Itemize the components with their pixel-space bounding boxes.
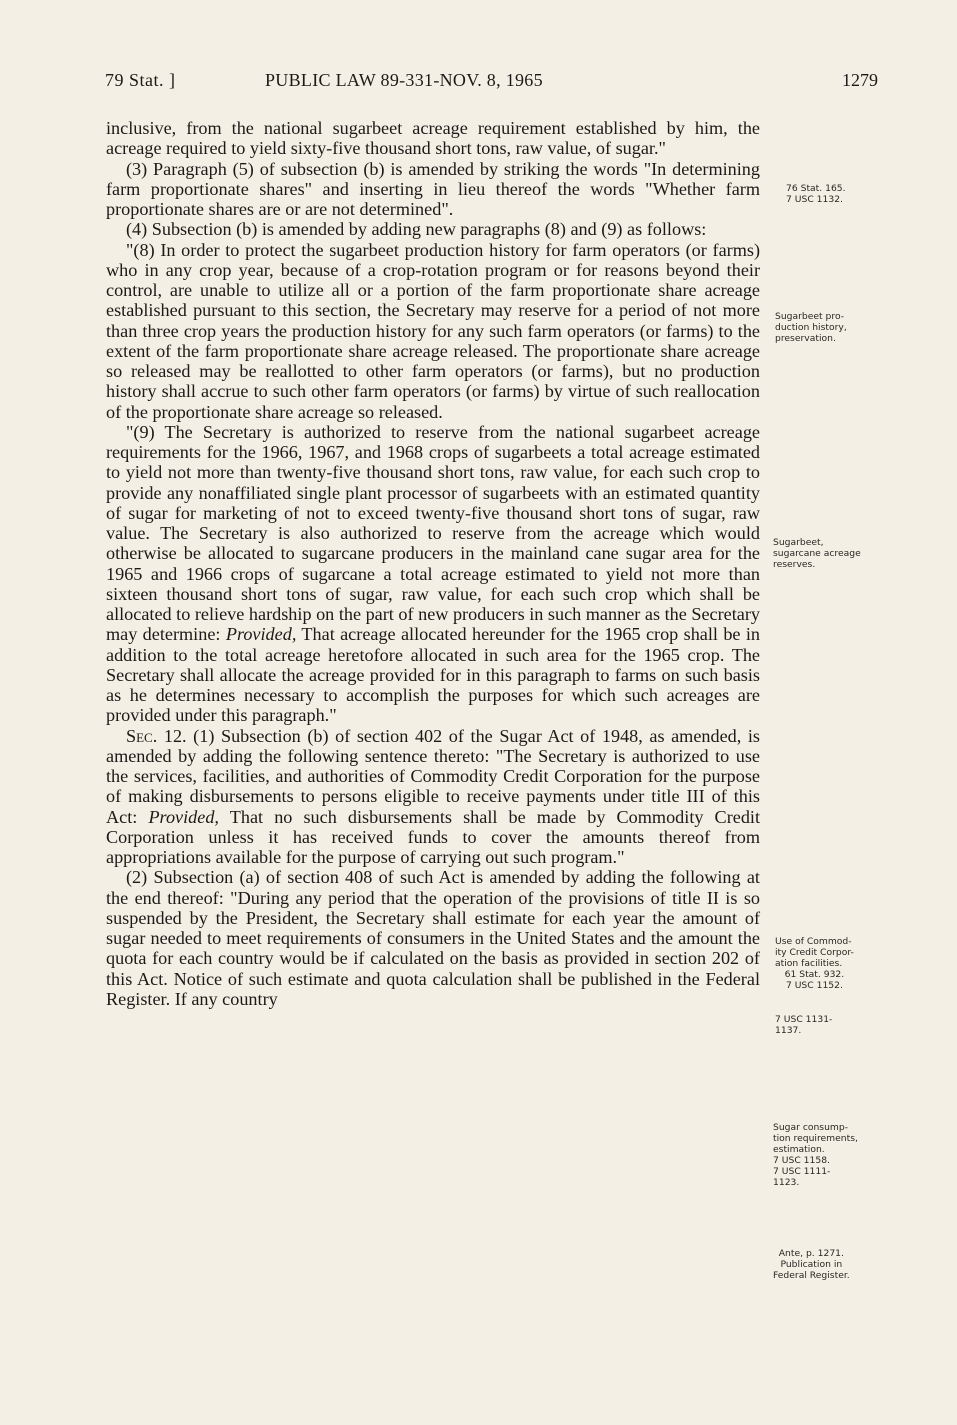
page-number: 1279 [842, 70, 878, 90]
margin-note-citation-1: 76 Stat. 165. 7 USC 1132. [786, 183, 846, 205]
body-text [106, 118, 760, 1009]
header-title: PUBLIC LAW 89-331-NOV. 8, 1965 [265, 70, 543, 90]
margin-note-federal-register: Ante, p. 1271. Publication in Federal Register. [773, 1248, 850, 1281]
section-12-paragraph-1 [106, 726, 760, 868]
margin-note-acreage-reserves: Sugarbeet, sugarcane acreage reserves. [773, 537, 861, 570]
section-12-text-a: (1) Subsection (b) of section 402 of the Sugar Act of 1948, as amended, is amended by adding the following sentence thereto: "The Secretary is authorized to use the services, facilities, and authorities of Commodity Credit Corporation for the purpose of making disbursements to persons eligible to receive payments under title III of this Act: [106, 725, 760, 827]
paragraph-8: "(8) In order to protect the sugarbeet production history for farm operators (or farms) who in any crop year, because of a crop-rotation program or for reasons beyond their control, are unable to utilize all or a portion of the farm proportionate share acreage established pursuant to this section, the Secretary may reserve for a period of not more than three crop years the production history for any such farm operators (or farms) to the extent of the farm proportionate share acreage released. The proportionate share acreage so released may be reallotted to other farm operators (or farms), but no production history shall accrue to such other farm operators (or farms) by virtue of such reallocation of the proportionate share acreage so released. [106, 239, 760, 422]
section-label: Sec. 12. [126, 725, 187, 746]
margin-note-citation-2: 7 USC 1131- 1137. [775, 1014, 833, 1036]
margin-note-sugarbeet-history: Sugarbeet pro- duction history, preservation. [775, 311, 847, 344]
margin-note-ccc-facilities: Use of Commod- ity Credit Corpor- ation facilities. 61 Stat. 932. 7 USC 1152. [775, 936, 854, 991]
paragraph-3: (3) Paragraph (5) of subsection (b) is amended by striking the words "In determining farm proportionate shares" and inserting in lieu thereof the words "Whether farm proportionate shares are or are not determined". [106, 158, 760, 219]
margin-note-consumption-estimation: Sugar consump- tion requirements, estimation. 7 USC 1158. 7 USC 1111- 1123. [773, 1122, 858, 1188]
paragraph-9-text-b: That acreage allocated hereunder for the 1965 crop shall be in addition to the total acreage heretofore allocated in such area for the 1965 crop. The Secretary shall allocate the acreage provided for in this paragraph to farms on such basis as he determines necessary to accomplish the purposes for which such acreages are provided under this paragraph." [106, 624, 761, 726]
paragraph-9-text-a: "(9) The Secretary is authorized to reserve from the national sugarbeet acreage requirements for the 1966, 1967, and 1968 crops of sugarbeets a total acreage estimated to yield not more than twenty-five thousand short tons, raw value, for each such crop to provide any nonaffiliated single plant processor of sugarbeets with an estimated quantity of sugar for marketing of not to exceed twenty-five thousand short tons of sugar, raw value. The Secretary is also authorized to reserve from the acreage which would otherwise be allocated to sugarcane producers in the mainland cane sugar area for the 1965 and 1966 crops of sugarcane a total acreage estimated to yield not more than sixteen thousand short tons of sugar, raw value, for each such crop which shall be allocated to relieve hardship on the part of new producers in such manner as the Secretary may determine: [106, 421, 760, 645]
paragraph-9 [106, 422, 760, 726]
section-12-paragraph-2: (2) Subsection (a) of section 408 of such Act is amended by adding the following at the end thereof: "During any period that the operation of the provisions of title II is so suspended by the President, the Secretary shall estimate for each year the amount of sugar needed to meet requirements of consumers in the United States and the amount the quota for each country would be if calculated on the basis as provided in section 202 of this Act. Notice of such estimate and quota calculation shall be published in the Federal Register. If any country [106, 867, 760, 1009]
provided-label: Provided, [225, 624, 297, 645]
paragraph-4: (4) Subsection (b) is amended by adding new paragraphs (8) and (9) as follows: [126, 219, 707, 240]
section-12-text-b: That no such disbursements shall be made by Commodity Credit Corporation unless it has received funds to cover the amounts thereof from appropriations available for the purpose of carrying out such program." [106, 806, 761, 867]
paragraph-continuation: inclusive, from the national sugarbeet acreage requirement established by him, the acreage required to yield sixty-five thousand short tons, raw value, of sugar." [106, 118, 760, 159]
header-volume: 79 Stat. ] [105, 70, 176, 90]
page-header [105, 70, 878, 96]
provided-label: Provided, [148, 806, 219, 827]
